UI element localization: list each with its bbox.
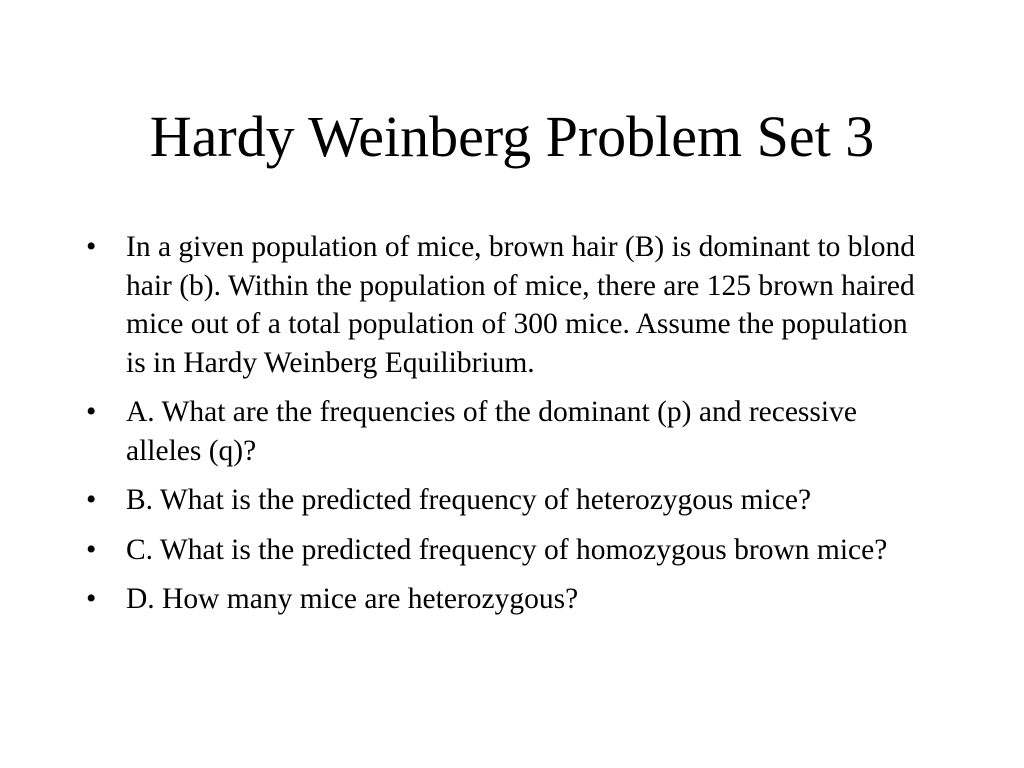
bullet-list [0,228,1024,630]
bullet-item-question-c [0,531,926,570]
bullet-icon: • [86,484,97,516]
bullet-text: D. How many mice are heterozygous? [126,583,579,615]
bullet-icon: • [86,231,97,263]
slide-title: Hardy Weinberg Problem Set 3 [149,104,875,169]
bullet-item-intro [0,228,926,382]
bullet-icon: • [86,583,97,615]
bullet-item-question-a [0,393,926,470]
bullet-item-question-b [0,481,926,520]
bullet-item-question-d [0,580,926,619]
bullet-text: B. What is the predicted frequency of heterozygous mice? [126,484,812,516]
bullet-icon: • [86,533,97,566]
bullet-text: C. What is the predicted frequency of homozygous brown mice? [126,533,888,566]
bullet-text: In a given population of mice, brown hair (B) is dominant to blond hair (b). Within the population of mice, there are 125 brown haired mice out of a total population of 300 mice. Assume the population is in Hardy Weinberg Equilibrium. [126,231,915,379]
bullet-text: A. What are the frequencies of the dominant (p) and recessive alleles (q)? [126,396,857,467]
bullet-icon: • [86,396,97,428]
